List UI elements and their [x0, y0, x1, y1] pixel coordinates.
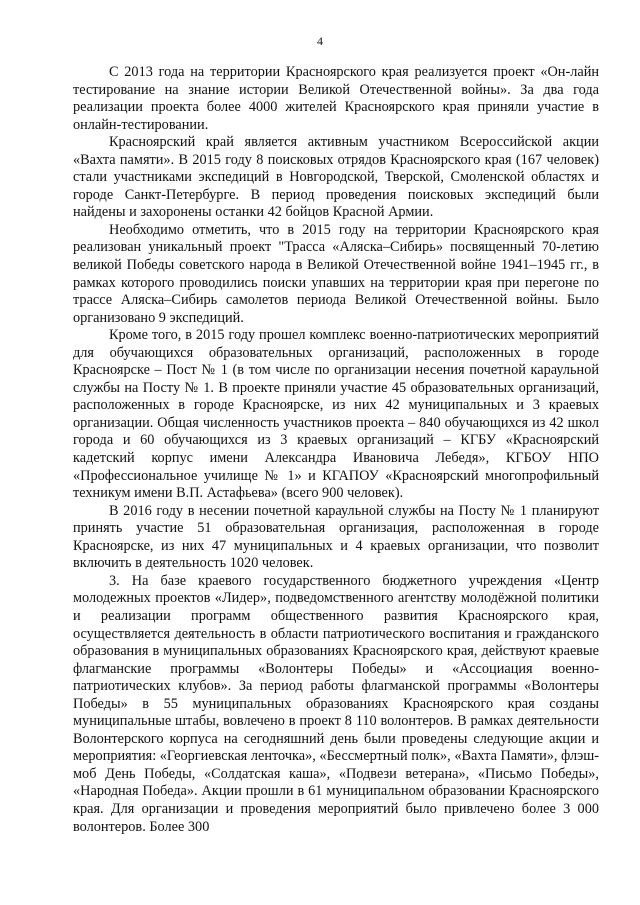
page-number: 4	[317, 34, 323, 48]
paragraph-post-1-2015: Кроме того, в 2015 году прошел комплекс военно-патриотических мероприятий для обучающихся образовательных организаций, расположенных в городе Красноярске – Пост № 1 (в том числе по организации несения почетной караульной службы на Посту № 1. В проекте приняли участие 45 образовательных организаций, расположенных в городе Красноярске, из них 42 муниципальных и 3 краевых организации. Общая численность участников проекта – 840 обучающихся из 42 школ города и 60 обучающихся из 3 краевых организаций – КГБУ «Красноярский кадетский корпус имени Александра Ивановича Лебедя», КГБОУ НПО «Профессиональное училище № 1» и КГАПОУ «Красноярский многопрофильный техникум имени В.П. Астафьева» (всего 900 человек).	[73, 327, 599, 502]
paragraph-post-1-2016: В 2016 году в несении почетной караульной службы на Посту № 1 планируют принять участие 51 образовательная организация, расположенная в городе Красноярске, из них 47 муниципальных и 4 краевых организации, что позволит включить в деятельность 1020 человек.	[73, 502, 599, 572]
paragraph-lider-center: 3. На базе краевого государственного бюджетного учреждения «Центр молодежных проектов «Лидер», подведомственного агентству молодёжной политики и реализации программ общественного развития Красноярского края, осуществляется деятельность в области патриотического воспитания и гражданского образования в муниципальных образованиях Красноярского края, действуют краевые флагманские программы «Волонтеры Победы» и «Ассоциация военно-патриотических клубов». За период работы флагманской программы «Волонтеры Победы» в 55 муниципальных образованиях Красноярского края созданы муниципальные штабы, вовлечено в проект 8 110 волонтеров. В рамках деятельности Волонтерского корпуса на сегодняшний день были проведены следующие акции и мероприятия: «Георгиевская ленточка», «Бессмертный полк», «Вахта Памяти», флэш-моб День Победы, «Солдатская каша», «Подвези ветерана», «Письмо Победы», «Народная Победа». Акции прошли в 61 муниципальном образовании Красноярского края. Для организации и проведения мероприятий было привлечено более 3 000 волонтеров. Более 300	[73, 572, 599, 835]
paragraph-alaska-siberia: Необходимо отметить, что в 2015 году на территории Красноярского края реализован уникальный проект "Трасса «Аляска–Сибирь» посвященный 70-летию великой Победы советского народа в Великой Отечественной войне 1941–1945 гг., в рамках которого проводились поиски упавших на территории края при перегоне по трассе Аляска–Сибирь самолетов периода Великой Отечественной войны. Было организовано 9 экспедиций.	[73, 221, 599, 326]
paragraph-online-testing: С 2013 года на территории Красноярского края реализуется проект «Он-лайн тестирование на знание истории Великой Отечественной войны». За два года реализации проекта более 4000 жителей Красноярского края приняли участие в онлайн-тестировании.	[73, 64, 599, 133]
paragraph-vakhta-pamyati: Красноярский край является активным участником Всероссийской акции «Вахта памяти». В 2015 году 8 поисковых отрядов Красноярского края (167 человек) стали участниками экспедиций в Новгородской, Тверской, Смоленской областях и городе Санкт-Петербурге. В период проведения поисковых экспедиций были найдены и захоронены останки 42 бойцов Красной Армии.	[73, 134, 599, 221]
document-body	[73, 64, 599, 836]
